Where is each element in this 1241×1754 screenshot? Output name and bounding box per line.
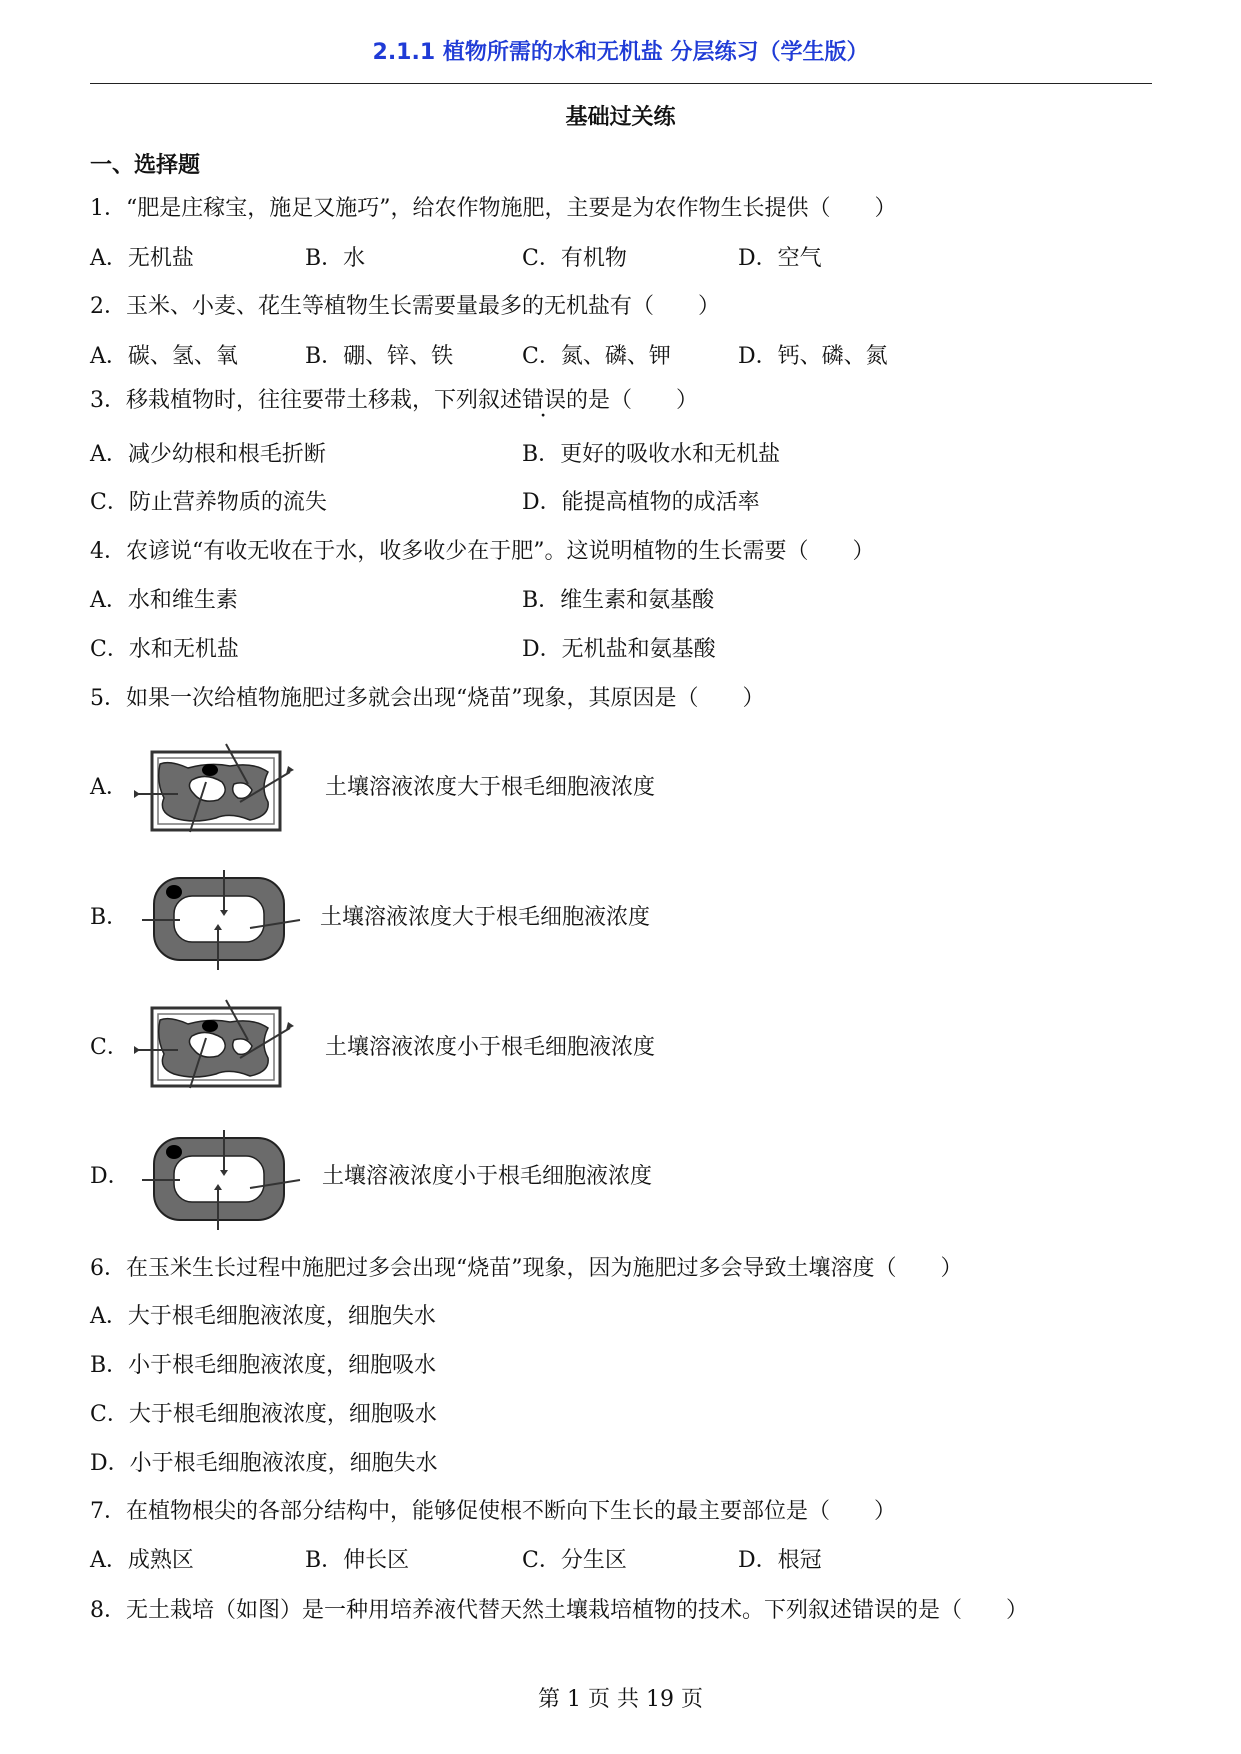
q1-option-c: C．有机物: [522, 246, 627, 271]
header-divider: [90, 83, 1152, 84]
question-1: 1．“肥是庄稼宝，施足又施巧”，给农作物施肥，主要是为农作物生长提供（ ）: [90, 196, 897, 221]
plasmolyzed-cell-figure-c: [130, 998, 305, 1098]
q5-option-b-caption: 土壤溶液浓度大于根毛细胞液浓度: [320, 905, 651, 930]
q3-option-c: C．防止营养物质的流失: [90, 490, 327, 515]
q3-option-a: A．减少幼根和根毛折断: [90, 442, 326, 467]
q7-option-b: B．伸长区: [305, 1548, 410, 1573]
q1-option-a: A．无机盐: [90, 246, 194, 271]
q2-option-a: A．碳、氢、氧: [90, 344, 238, 369]
q7-option-a: A．成熟区: [90, 1548, 194, 1573]
q7-option-d: D．根冠: [738, 1548, 822, 1573]
q7-option-c: C．分生区: [522, 1548, 627, 1573]
q5-option-c-caption: 土壤溶液浓度小于根毛细胞液浓度: [325, 1035, 656, 1060]
question-5: 5．如果一次给植物施肥过多就会出现“烧苗”现象，其原因是（ ）: [90, 686, 765, 711]
question-3-emphasis: 错误: [522, 388, 567, 413]
q4-option-a: A．水和维生素: [90, 588, 238, 613]
plasmolyzed-cell-figure-a: [130, 742, 305, 842]
q2-option-b: B．硼、锌、铁: [305, 344, 454, 369]
question-8: 8．无土栽培（如图）是一种用培养液代替天然土壤栽培植物的技术。下列叙述错误的是（ ）: [90, 1598, 1029, 1623]
q1-option-b: B．水: [305, 246, 366, 271]
q3-option-b: B．更好的吸收水和无机盐: [522, 442, 781, 467]
question-7: 7．在植物根尖的各部分结构中，能够促使根不断向下生长的最主要部位是（ ）: [90, 1499, 896, 1524]
q4-option-c: C．水和无机盐: [90, 637, 239, 662]
question-3: [90, 386, 698, 416]
section-title: 基础过关练: [565, 105, 676, 130]
q5-option-d-letter: D．: [90, 1164, 130, 1189]
q6-option-b: B．小于根毛细胞液浓度，细胞吸水: [90, 1353, 437, 1378]
q5-option-d-caption: 土壤溶液浓度小于根毛细胞液浓度: [322, 1164, 653, 1189]
turgid-cell-figure-d: [140, 1130, 305, 1230]
turgid-cell-figure-b: [140, 870, 305, 970]
q5-option-a-caption: 土壤溶液浓度大于根毛细胞液浓度: [325, 775, 656, 800]
q2-option-d: D．钙、磷、氮: [738, 344, 888, 369]
part-heading: 一、选择题: [90, 153, 201, 178]
q5-option-c-letter: C．: [90, 1035, 129, 1060]
question-2: 2．玉米、小麦、花生等植物生长需要量最多的无机盐有（ ）: [90, 294, 720, 319]
q5-option-a-letter: A．: [90, 775, 128, 800]
question-3-text: 3．移栽植物时，往往要带土移栽，下列叙述: [90, 388, 522, 413]
q1-option-d: D．空气: [738, 246, 822, 271]
q4-option-d: D．无机盐和氨基酸: [522, 637, 716, 662]
q6-option-a: A．大于根毛细胞液浓度，细胞失水: [90, 1304, 436, 1329]
q6-option-d: D．小于根毛细胞液浓度，细胞失水: [90, 1451, 438, 1476]
q2-option-c: C．氮、磷、钾: [522, 344, 671, 369]
page-footer: 第 1 页 共 19 页: [538, 1687, 703, 1712]
question-6: 6．在玉米生长过程中施肥过多会出现“烧苗”现象，因为施肥过多会导致土壤溶度（ ）: [90, 1256, 963, 1281]
q4-option-b: B．维生素和氨基酸: [522, 588, 715, 613]
q6-option-c: C．大于根毛细胞液浓度，细胞吸水: [90, 1402, 437, 1427]
question-3-text-end: 的是（ ）: [566, 388, 699, 413]
question-4: 4．农谚说“有收无收在于水，收多收少在于肥”。这说明植物的生长需要（ ）: [90, 539, 875, 564]
q3-option-d: D．能提高植物的成活率: [522, 490, 760, 515]
document-title: 2.1.1 植物所需的水和无机盐 分层练习（学生版）: [372, 40, 869, 65]
q5-option-b-letter: B．: [90, 905, 129, 930]
